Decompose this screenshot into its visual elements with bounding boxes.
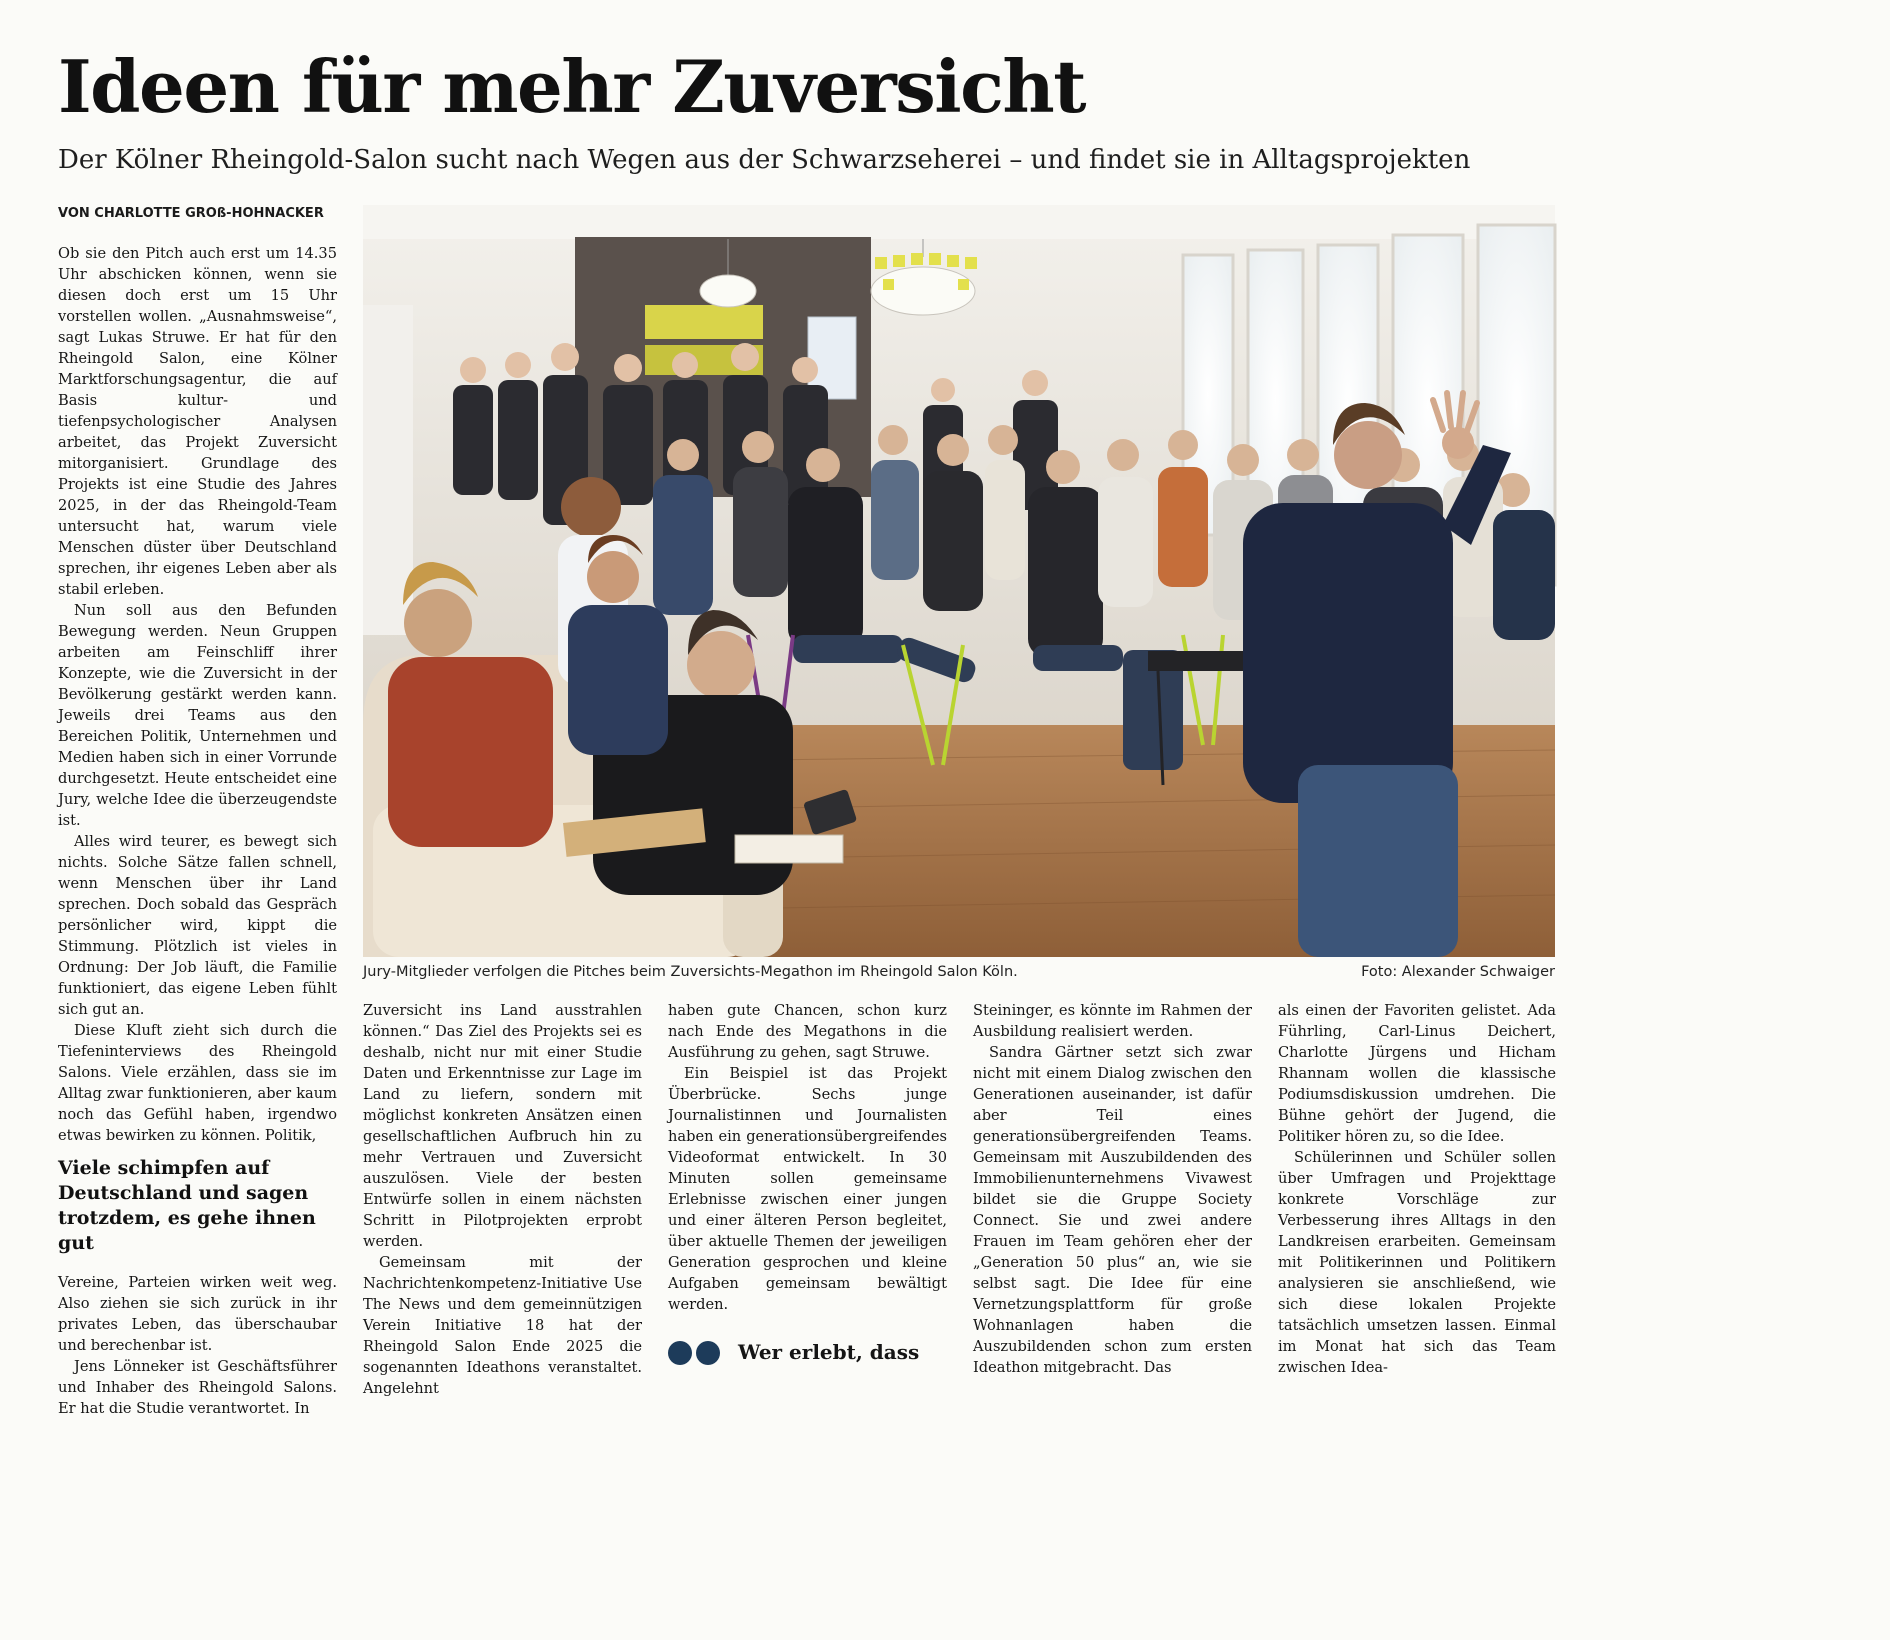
paragraph: Alles wird teurer, es bewegt sich nichts. Solche Sätze fallen schnell, wenn Menschen über ihr Land sprechen. Doch sobald das Gespräch persönlicher wird, kippt die Stimmung. Plötzlich ist vieles in Ordnung: Der Job läuft, die Familie funktioniert, das eigene Leben fühlt sich gut an.: [58, 833, 337, 1018]
column-5: [1278, 1000, 1556, 1376]
photo-illustration: [363, 205, 1555, 957]
subheading: Viele schimpfen auf Deutschland und sagen trotzdem, es gehe ihnen gut: [58, 1157, 316, 1254]
quote-mark-icon: [668, 1339, 722, 1357]
column-1: [58, 243, 337, 1417]
article-photo: [363, 205, 1555, 957]
photo-credit: Foto: Alexander Schwaiger: [1361, 964, 1555, 980]
pull-quote: [668, 1339, 947, 1365]
subheadline: Der Kölner Rheingold-Salon sucht nach Wegen aus der Schwarzseherei – und findet sie in Alltagsprojekten: [58, 145, 1471, 175]
paragraph: Nun soll aus den Befunden Bewegung werden. Neun Gruppen arbeiten am Feinschliff ihrer Konzepte, wie die Zuversicht in der Bevölkerung gestärkt werden kann. Jeweils drei Teams aus den Bereichen Politik, Unternehmen und Medien haben sich in einer Vorrunde durchgesetzt. Heute entscheidet eine Jury, welche Idee die überzeugendste ist.: [58, 602, 337, 829]
paragraph: Diese Kluft zieht sich durch die Tiefeninterviews des Rheingold Salons. Viele erzählen, dass sie im Alltag zwar funktionieren, aber kaum noch das Gefühl haben, irgendwo etwas bewirken zu können. Politik,: [58, 1022, 337, 1144]
paragraph: als einen der Favoriten gelistet. Ada Führling, Carl-Linus Deichert, Charlotte Jürgens und Hicham Rhannam wollen die klassische Podiumsdiskussion umdrehen. Die Bühne gehört der Jugend, die Politiker hören zu, so die Idee.: [1278, 1002, 1556, 1145]
paragraph: Ob sie den Pitch auch erst um 14.35 Uhr abschicken können, wenn sie diesen doch erst um 15 Uhr vorstellen wollen. „Ausnahmsweise“, sagt Lukas Struwe. Er hat für den Rheingold Salon, eine Kölner Marktforschungsagentur, die auf Basis kultur- und tiefenpsychologischer Analysen arbeitet, das Projekt Zuversicht mitorganisiert. Grundlage des Projekts ist eine Studie des Jahres 2025, in der das Rheingold-Team untersucht hat, warum viele Menschen düster über Deutschland sprechen, ihr eigenes Leben aber als stabil erleben.: [58, 245, 337, 598]
paragraph: Schülerinnen und Schüler sollen über Umfragen und Projekttage konkrete Vorschläge zur Verbesserung ihres Alltags in den Landkreisen erarbeiten. Gemeinsam mit Politikerinnen und Politikern analysieren sie anschließend, wie sich diese lokalen Projekte tatsächlich umsetzen lassen. Einmal im Monat hat sich das Team zwischen Idea-: [1278, 1149, 1556, 1376]
column-3: [668, 1000, 947, 1364]
paragraph: Ein Beispiel ist das Projekt Überbrücke. Sechs junge Journalistinnen und Journalisten haben ein generationsübergreifendes Videoformat entwickelt. In 30 Minuten sollen gemeinsame Erlebnisse zwischen einer jungen und einer älteren Person begleitet, über aktuelle Themen der jeweiligen Generation gesprochen und kleine Aufgaben gemeinsam bewältigt werden.: [668, 1065, 947, 1313]
photo-caption: Jury-Mitglieder verfolgen die Pitches beim Zuversichts-Megathon im Rheingold Salon Köln.: [363, 964, 1018, 980]
column-2: [363, 1000, 642, 1397]
pull-quote-text: Wer erlebt, dass: [738, 1340, 920, 1364]
column-4: [973, 1000, 1252, 1376]
byline: VON CHARLOTTE GROß-HOHNACKER: [58, 206, 324, 221]
paragraph: Sandra Gärtner setzt sich zwar nicht mit einem Dialog zwischen den Generationen auseinander, ist dafür aber Teil eines generationsübergreifenden Teams. Gemeinsam mit Auszubildenden des Immobilienunternehmens Vivawest bildet sie die Gruppe Society Connect. Sie und zwei andere Frauen im Team gehören eher der „Generation 50 plus“ an, wie sie selbst sagt. Die Idee für eine Vernetzungsplattform für große Wohnanlagen haben die Auszubildenden schon zum ersten Ideathon mitgebracht. Das: [973, 1044, 1252, 1376]
paragraph: Gemeinsam mit der Nachrichtenkompetenz-Initiative Use The News und dem gemeinnützigen Verein Initiative 18 hat der Rheingold Salon Ende 2025 die sogenannten Ideathons veranstaltet. Angelehnt: [363, 1254, 642, 1397]
paragraph: Zuversicht ins Land ausstrahlen können.“ Das Ziel des Projekts sei es deshalb, nicht nur mit einer Studie Daten und Erkenntnisse zur Lage im Land zu liefern, sondern mit möglichst konkreten Ansätzen einen gesellschaftlichen Aufbruch hin zu mehr Vertrauen und Zuversicht auszulösen. Viele der besten Entwürfe sollen in einem nächsten Schritt in Pilotprojekten erprobt werden.: [363, 1002, 642, 1250]
paragraph: haben gute Chancen, schon kurz nach Ende des Megathons in die Ausführung zu gehen, sagt Struwe.: [668, 1002, 947, 1061]
headline: Ideen für mehr Zuversicht: [58, 44, 1086, 129]
paragraph: Jens Lönneker ist Geschäftsführer und Inhaber des Rheingold Salons. Er hat die Studie verantwortet. In: [58, 1358, 337, 1417]
paragraph: Steininger, es könnte im Rahmen der Ausbildung realisiert werden.: [973, 1002, 1252, 1040]
paragraph: Vereine, Parteien wirken weit weg. Also ziehen sie sich zurück in ihr privates Leben, das überschaubar und berechenbar ist.: [58, 1274, 337, 1354]
